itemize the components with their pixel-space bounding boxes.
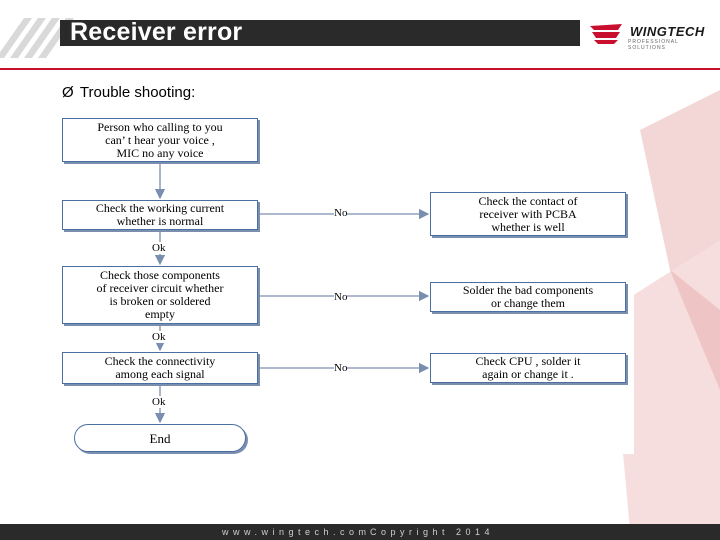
section-heading-text: Trouble shooting: [79, 84, 196, 101]
flow-fix-check-cpu: Check CPU , solder it again or change it . [430, 353, 626, 383]
logo-mark-icon [588, 22, 628, 46]
wingtech-logo [588, 22, 705, 51]
edge-label-ok-2: Ok [152, 331, 166, 343]
flow-step-check-current: Check the working current whether is normal [62, 200, 258, 230]
flow-end-terminal: End [74, 424, 246, 452]
slide-title: Receiver error [70, 18, 243, 46]
flow-fix-check-contact: Check the contact of receiver with PCBA whether is well [430, 192, 626, 236]
logo-subtitle: PROFESSIONAL SOLUTIONS [628, 39, 679, 51]
edge-label-no-1: No [334, 207, 348, 219]
bullet-arrow-icon: Ø [62, 84, 74, 101]
flowchart [56, 112, 634, 454]
flow-fix-solder-components: Solder the bad components or change them [430, 282, 626, 312]
header-divider [0, 68, 720, 70]
logo-name: WINGTECH [630, 24, 705, 39]
footer-bar [0, 524, 720, 540]
edge-label-ok-3: Ok [152, 396, 166, 408]
footer-website: www.wingtech.com [222, 527, 371, 537]
edge-label-no-3: No [334, 362, 348, 374]
edge-label-no-2: No [334, 291, 348, 303]
section-heading [62, 84, 195, 101]
edge-label-ok-1: Ok [152, 242, 166, 254]
footer-copyright: Copyright 2014 [370, 527, 495, 537]
flow-start-box: Person who calling to you can’ t hear your voice , MIC no any voice [62, 118, 258, 162]
flow-step-check-components: Check those components of receiver circuit whether is broken or soldered empty [62, 266, 258, 324]
flow-step-check-connectivity: Check the connectivity among each signal [62, 352, 258, 384]
